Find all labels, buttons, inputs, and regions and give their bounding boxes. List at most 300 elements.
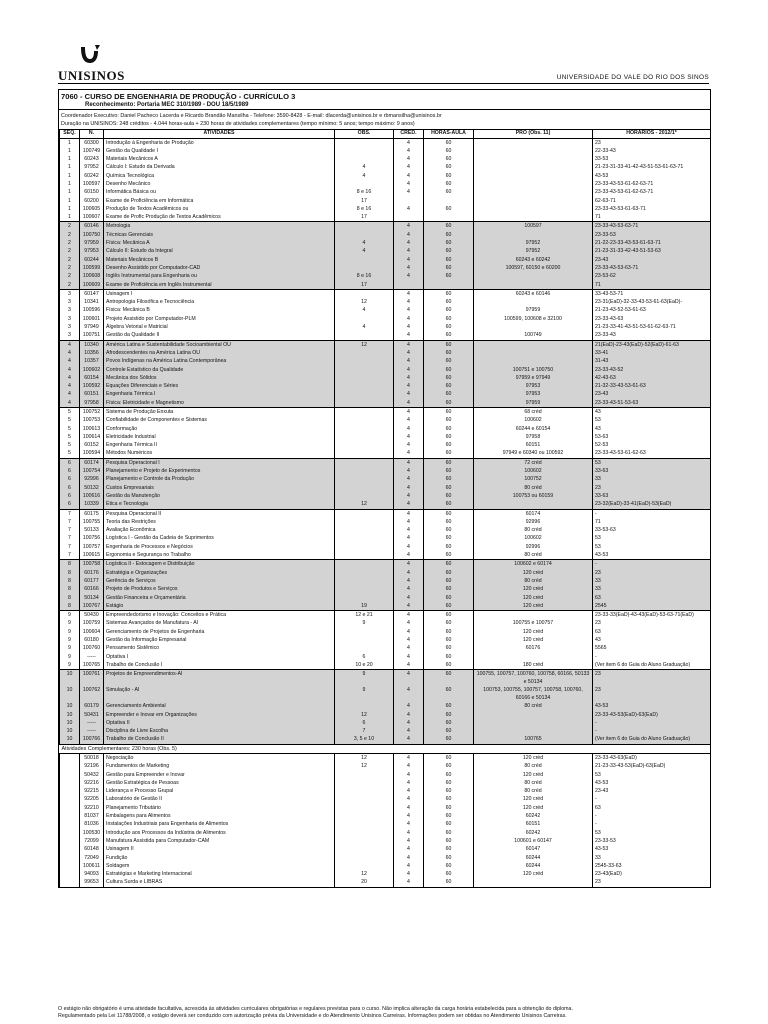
cell-seq: 3 — [60, 323, 80, 331]
cell-hours: 60 — [424, 349, 474, 357]
col-activities: ATIVIDADES — [104, 130, 335, 139]
cell-credits: 4 — [394, 289, 424, 298]
cell-number: 97959 — [80, 239, 104, 247]
table-row — [60, 804, 711, 812]
cell-seq: 8 — [60, 560, 80, 569]
cell-seq: 10 — [60, 670, 80, 687]
cell-credits: 4 — [394, 727, 424, 735]
cell-number: 60150 — [80, 188, 104, 196]
cell-number: 100758 — [80, 560, 104, 569]
cell-hours: 60 — [424, 239, 474, 247]
cell-prerequisites: 100602 — [474, 416, 593, 424]
cell-number: 72099 — [80, 837, 104, 845]
table-row — [60, 449, 711, 458]
cell-obs — [335, 147, 394, 155]
cell-credits: 4 — [394, 719, 424, 727]
table-row — [60, 509, 711, 518]
cell-credits: 4 — [394, 467, 424, 475]
cell-number: 60147 — [80, 289, 104, 298]
cell-activity: Equações Diferenciais e Séries — [104, 382, 335, 390]
cell-activity: Desenho Mecânico — [104, 180, 335, 188]
cell-schedule: 23-33-33(EaD)-43-43(EaD)-53-63-71(EaD) — [593, 611, 711, 620]
cell-number: ----- — [80, 653, 104, 661]
cell-seq — [60, 787, 80, 795]
cell-hours: 60 — [424, 837, 474, 845]
cell-obs — [335, 382, 394, 390]
cell-number: 100752 — [80, 408, 104, 417]
cell-credits: 4 — [394, 711, 424, 719]
cell-seq: 5 — [60, 408, 80, 417]
cell-obs — [335, 585, 394, 593]
cell-credits: 4 — [394, 837, 424, 845]
cell-schedule: 23-43 — [593, 390, 711, 398]
cell-credits: 4 — [394, 441, 424, 449]
cell-number: 50432 — [80, 771, 104, 779]
table-row — [60, 779, 711, 787]
cell-hours: 60 — [424, 289, 474, 298]
cell-activity: Engenharia Térmica I — [104, 390, 335, 398]
cell-obs — [335, 795, 394, 803]
cell-obs — [335, 534, 394, 542]
cell-credits: 4 — [394, 458, 424, 467]
cell-activity: Optativa II — [104, 719, 335, 727]
cell-number: 60151 — [80, 390, 104, 398]
cell-seq: 6 — [60, 458, 80, 467]
cell-prerequisites: 120 créd — [474, 585, 593, 593]
cell-activity: Empreendedorismo e Inovação: Conceitos e Prática — [104, 611, 335, 620]
cell-hours: 60 — [424, 702, 474, 710]
cell-prerequisites: 68 créd — [474, 408, 593, 417]
table-row — [60, 577, 711, 585]
cell-activity: Projeto Assistido por Computador-PLM — [104, 315, 335, 323]
cell-activity: Gestão da Manutenção — [104, 492, 335, 500]
cell-schedule: 43 — [593, 425, 711, 433]
cell-hours: 60 — [424, 577, 474, 585]
table-row — [60, 425, 711, 433]
cell-hours: 60 — [424, 416, 474, 424]
cell-number: 50431 — [80, 711, 104, 719]
cell-credits: 4 — [394, 795, 424, 803]
cell-prerequisites — [474, 272, 593, 280]
cell-hours: 60 — [424, 390, 474, 398]
cell-schedule: 71 — [593, 281, 711, 290]
cell-credits: 4 — [394, 492, 424, 500]
cell-schedule: 53 — [593, 543, 711, 551]
cell-number: 100615 — [80, 551, 104, 560]
cell-activity: Fundição — [104, 854, 335, 862]
cell-schedule: 43-53 — [593, 845, 711, 853]
table-body — [60, 138, 711, 887]
table-row — [60, 172, 711, 180]
cell-hours: 60 — [424, 180, 474, 188]
cell-number: 97949 — [80, 323, 104, 331]
cell-number: 92215 — [80, 787, 104, 795]
cell-activity: Estágio — [104, 602, 335, 611]
cell-number: 100594 — [80, 449, 104, 458]
cell-activity: Cálculo II: Estudo da Integral — [104, 247, 335, 255]
cell-schedule: 33 — [593, 475, 711, 483]
cell-activity: Trabalho de Conclusão II — [104, 735, 335, 744]
cell-hours: 60 — [424, 298, 474, 306]
cell-prerequisites: 60243 e 60146 — [474, 289, 593, 298]
cell-hours: 60 — [424, 323, 474, 331]
cell-credits: 4 — [394, 594, 424, 602]
cell-number: 94093 — [80, 870, 104, 878]
cell-activity: Gestão da Qualidade I — [104, 147, 335, 155]
col-credits: CRED. — [394, 130, 424, 139]
cell-prerequisites: 80 créd — [474, 779, 593, 787]
table-row — [60, 569, 711, 577]
cell-number: 60243 — [80, 155, 104, 163]
cell-hours: 60 — [424, 382, 474, 390]
cell-number: 92210 — [80, 804, 104, 812]
cell-hours — [424, 281, 474, 290]
cell-activity: Gerenciamento Ambiental — [104, 702, 335, 710]
cell-schedule: - — [593, 820, 711, 828]
cell-number: 100766 — [80, 735, 104, 744]
cell-activity: Mecânica dos Sólidos — [104, 374, 335, 382]
cell-activity: Disciplina de Livre Escolha — [104, 727, 335, 735]
cell-hours: 60 — [424, 543, 474, 551]
cell-activity: Povos Indígenas na América Latina Contemporânea — [104, 357, 335, 365]
cell-hours: 60 — [424, 272, 474, 280]
cell-prerequisites — [474, 197, 593, 205]
cell-obs: 12 — [335, 753, 394, 762]
cell-activity: Gestão da Informação Empresarial — [104, 636, 335, 644]
cell-schedule: 23 — [593, 619, 711, 627]
cell-obs — [335, 264, 394, 272]
cell-number: 10356 — [80, 349, 104, 357]
cell-seq: 1 — [60, 180, 80, 188]
table-row — [60, 735, 711, 744]
cell-hours: 60 — [424, 205, 474, 213]
cell-seq: 9 — [60, 611, 80, 620]
cell-prerequisites: 100597 — [474, 222, 593, 231]
cell-obs — [335, 509, 394, 518]
cell-hours: 60 — [424, 787, 474, 795]
header-rule — [58, 83, 709, 84]
cell-seq: 10 — [60, 702, 80, 710]
cell-hours: 60 — [424, 231, 474, 239]
cell-credits: 4 — [394, 247, 424, 255]
cell-credits: 4 — [394, 231, 424, 239]
cell-hours: 60 — [424, 247, 474, 255]
cell-credits: 4 — [394, 771, 424, 779]
cell-activity: Exame de Proficiência em Informática — [104, 197, 335, 205]
cell-schedule: 23-33-43-53-63-71 — [593, 264, 711, 272]
cell-credits: 4 — [394, 845, 424, 853]
cell-activity: Custos Empresariais — [104, 484, 335, 492]
cell-hours: 60 — [424, 611, 474, 620]
cell-credits: 4 — [394, 416, 424, 424]
cell-seq: 1 — [60, 163, 80, 171]
cell-prerequisites — [474, 653, 593, 661]
cell-seq — [60, 829, 80, 837]
cell-credits: 4 — [394, 382, 424, 390]
cell-activity: Afrodescendentes na América Latina OU — [104, 349, 335, 357]
cell-prerequisites: 100755, 100757, 100760, 100758, 60166, 50133 e 50134 — [474, 670, 593, 687]
footer-line-2: Regulamentado pela Lei 11788/2008, o estágio deverá ser conduzido com autorização prévia da Universidade e do Atendimento Unisinos Carreiras. Informações podem ser obtidas no Atendimento Unisinos Carreiras. — [58, 1013, 567, 1019]
cell-number: 100765 — [80, 661, 104, 670]
cell-number: 100602 — [80, 366, 104, 374]
cell-schedule: 22-33-43 — [593, 147, 711, 155]
cell-number: 60174 — [80, 458, 104, 467]
cell-seq — [60, 812, 80, 820]
cell-prerequisites: 120 créd — [474, 636, 593, 644]
cell-seq: 6 — [60, 500, 80, 509]
cell-number: 100597 — [80, 180, 104, 188]
cell-seq: 4 — [60, 374, 80, 382]
table-row — [60, 670, 711, 687]
cell-obs — [335, 289, 394, 298]
cell-prerequisites: 60242 — [474, 829, 593, 837]
cell-schedule: 43-53 — [593, 702, 711, 710]
table-row — [60, 231, 711, 239]
cell-credits: 4 — [394, 551, 424, 560]
cell-seq: 3 — [60, 331, 80, 340]
cell-seq: 3 — [60, 289, 80, 298]
cell-activity: Pensamento Sistêmico — [104, 644, 335, 652]
cell-seq: 2 — [60, 222, 80, 231]
cell-hours: 60 — [424, 628, 474, 636]
cell-hours: 60 — [424, 569, 474, 577]
unisinos-logo — [58, 44, 125, 84]
table-row — [60, 264, 711, 272]
cell-activity: Sistema de Produção Enxuta — [104, 408, 335, 417]
cell-hours: 60 — [424, 500, 474, 509]
cell-prerequisites — [474, 231, 593, 239]
cell-schedule: - — [593, 795, 711, 803]
cell-schedule: - — [593, 727, 711, 735]
cell-activity: Física: Mecânica A — [104, 239, 335, 247]
cell-seq: 2 — [60, 247, 80, 255]
col-prerequisites: PRO (Obs. 11) — [474, 130, 593, 139]
cell-prerequisites: 97953 — [474, 390, 593, 398]
cell-obs — [335, 829, 394, 837]
cell-prerequisites — [474, 878, 593, 886]
table-row — [60, 408, 711, 417]
cell-hours — [424, 213, 474, 222]
cell-seq: 2 — [60, 256, 80, 264]
cell-activity: Produção de Textos Acadêmicos ou — [104, 205, 335, 213]
cell-number: 92996 — [80, 475, 104, 483]
cell-schedule: 53 — [593, 771, 711, 779]
cell-schedule: 23-33-43-63 — [593, 315, 711, 323]
cell-prerequisites: 120 créd — [474, 771, 593, 779]
cell-number: 100759 — [80, 619, 104, 627]
cell-activity: Introdução aos Processos da Indústria de Alimentos — [104, 829, 335, 837]
cell-credits: 4 — [394, 433, 424, 441]
cell-prerequisites: 80 créd — [474, 762, 593, 770]
cell-schedule: 23-31(EaD)-32-33-43-53-61-63(EaD)- — [593, 298, 711, 306]
cell-schedule: 23 — [593, 686, 711, 702]
cell-seq: 4 — [60, 390, 80, 398]
cell-obs: 8 e 16 — [335, 205, 394, 213]
cell-prerequisites: 120 créd — [474, 569, 593, 577]
cell-prerequisites: 80 créd — [474, 787, 593, 795]
cell-number: 72049 — [80, 854, 104, 862]
cell-obs: 12 — [335, 500, 394, 509]
cell-prerequisites: 60176 — [474, 644, 593, 652]
cell-obs — [335, 467, 394, 475]
cell-schedule: 53 — [593, 829, 711, 837]
cell-number: 92196 — [80, 762, 104, 770]
cell-number: 50018 — [80, 753, 104, 762]
cell-obs: 8 e 16 — [335, 188, 394, 196]
cell-schedule: 23-33-43-53-61-63-71 — [593, 205, 711, 213]
cell-hours: 60 — [424, 475, 474, 483]
table-row — [60, 416, 711, 424]
cell-number: 60177 — [80, 577, 104, 585]
cell-schedule: 71 — [593, 518, 711, 526]
table-row — [60, 239, 711, 247]
cell-credits: 4 — [394, 340, 424, 349]
cell-schedule: 53 — [593, 458, 711, 467]
cell-hours: 60 — [424, 433, 474, 441]
table-row — [60, 272, 711, 280]
cell-obs — [335, 569, 394, 577]
cell-hours: 60 — [424, 812, 474, 820]
cell-seq: 10 — [60, 711, 80, 719]
cell-number: 100756 — [80, 534, 104, 542]
cell-hours: 60 — [424, 670, 474, 687]
cell-schedule: 43 — [593, 408, 711, 417]
table-row — [60, 795, 711, 803]
cell-activity: Desenho Assistido por Computador-CAD — [104, 264, 335, 272]
cell-schedule: - — [593, 719, 711, 727]
cell-number: 100761 — [80, 670, 104, 687]
cell-seq: 9 — [60, 636, 80, 644]
col-seq: SEQ. — [60, 130, 80, 139]
cell-seq: 7 — [60, 509, 80, 518]
cell-number: 60148 — [80, 845, 104, 853]
cell-seq: 7 — [60, 518, 80, 526]
cell-schedule: 21(EaD)-23-43(EaD)-52(EaD)-61-63 — [593, 340, 711, 349]
cell-obs: 3, 5 e 10 — [335, 735, 394, 744]
cell-hours: 60 — [424, 870, 474, 878]
cell-number: 60179 — [80, 702, 104, 710]
footer-line-1: O estágio não obrigatório é uma atividade facultativa, acrescida às atividades curriculares obrigatórias e regulares previstas para o curso. Não implica alteração da carga horária estabelecida para a obtenção do diploma. — [58, 1006, 573, 1012]
cell-hours: 60 — [424, 862, 474, 870]
table-row — [60, 390, 711, 398]
table-row — [60, 458, 711, 467]
cell-credits: 4 — [394, 569, 424, 577]
cell-activity: Inglês Instrumental para Engenharia ou — [104, 272, 335, 280]
cell-number: 97958 — [80, 399, 104, 408]
cell-number: 100599 — [80, 264, 104, 272]
cell-seq: 10 — [60, 719, 80, 727]
cell-prerequisites — [474, 500, 593, 509]
cell-schedule: 21-23-31-33-42-43-51-53-63 — [593, 247, 711, 255]
cell-credits: 4 — [394, 762, 424, 770]
cell-hours: 60 — [424, 172, 474, 180]
cell-obs: 12 e 21 — [335, 611, 394, 620]
table-row — [60, 560, 711, 569]
cell-activity: Métodos Numéricos — [104, 449, 335, 458]
cell-number: 100607 — [80, 213, 104, 222]
course-coordinator: Coordenador Executivo: Daniel Pacheco Lacerda e Ricardo Brandão Mansilha - Telefone: 3590-8428 - E-mail: dlacerda@unisinos.br e rbmansilha@unisinos.br — [61, 113, 442, 119]
cell-credits: 4 — [394, 602, 424, 611]
cell-credits: 4 — [394, 188, 424, 196]
cell-prerequisites: 97958 — [474, 433, 593, 441]
cell-seq: 1 — [60, 197, 80, 205]
cell-seq: 8 — [60, 585, 80, 593]
cell-seq: 2 — [60, 264, 80, 272]
cell-activity: Gerência de Serviços — [104, 577, 335, 585]
cell-hours: 60 — [424, 686, 474, 702]
cell-activity: Usinagem I — [104, 289, 335, 298]
cell-number: 100605 — [80, 205, 104, 213]
cell-obs — [335, 577, 394, 585]
cell-activity: Logística I - Gestão da Cadeia de Suprimentos — [104, 534, 335, 542]
cell-credits: 4 — [394, 509, 424, 518]
cell-obs: 9 — [335, 619, 394, 627]
cell-credits: 4 — [394, 526, 424, 534]
cell-activity: Materiais Mecânicos A — [104, 155, 335, 163]
cell-obs: 6 — [335, 653, 394, 661]
logo-wordmark: UNISINOS — [58, 68, 125, 83]
cell-seq: 4 — [60, 340, 80, 349]
cell-schedule: 23-33-43-53-61-62-63-71 — [593, 180, 711, 188]
cell-obs — [335, 636, 394, 644]
cell-credits — [394, 213, 424, 222]
cell-activity: Manufatura Assistida para Computador-CAM — [104, 837, 335, 845]
cell-credits: 4 — [394, 180, 424, 188]
table-row — [60, 180, 711, 188]
cell-seq: 10 — [60, 727, 80, 735]
cell-obs: 9 — [335, 686, 394, 702]
cell-number: ----- — [80, 719, 104, 727]
table-row — [60, 644, 711, 652]
cell-number: 10357 — [80, 357, 104, 365]
cell-obs — [335, 180, 394, 188]
cell-schedule: 23-33-53 — [593, 837, 711, 845]
cell-credits: 4 — [394, 534, 424, 542]
table-row — [60, 878, 711, 886]
cell-hours: 60 — [424, 653, 474, 661]
cell-hours: 60 — [424, 619, 474, 627]
cell-activity: Logística II - Estocagem e Distribuição — [104, 560, 335, 569]
cell-hours: 60 — [424, 854, 474, 862]
cell-hours: 60 — [424, 845, 474, 853]
cell-schedule: 53 — [593, 416, 711, 424]
cell-schedule: - — [593, 653, 711, 661]
cell-number: 100611 — [80, 862, 104, 870]
cell-prerequisites: 60244 e 60154 — [474, 425, 593, 433]
cell-number: 100608 — [80, 272, 104, 280]
cell-prerequisites: 120 créd — [474, 870, 593, 878]
table-row — [60, 534, 711, 542]
cell-activity: Técnicas Gerenciais — [104, 231, 335, 239]
cell-prerequisites: 100749 — [474, 331, 593, 340]
table-row — [60, 686, 711, 702]
table-row — [60, 719, 711, 727]
cell-schedule: 33 — [593, 577, 711, 585]
cell-obs — [335, 138, 394, 147]
cell-activity: Confiabilidade de Componentes e Sistemas — [104, 416, 335, 424]
table-row — [60, 475, 711, 483]
cell-seq — [60, 779, 80, 787]
cell-credits: 4 — [394, 366, 424, 374]
cell-credits: 4 — [394, 518, 424, 526]
cell-credits: 4 — [394, 331, 424, 340]
cell-hours: 60 — [424, 340, 474, 349]
cell-number: 60176 — [80, 569, 104, 577]
cell-schedule: 31-43 — [593, 357, 711, 365]
cell-number: 10340 — [80, 340, 104, 349]
table-row — [60, 163, 711, 171]
table-row — [60, 543, 711, 551]
